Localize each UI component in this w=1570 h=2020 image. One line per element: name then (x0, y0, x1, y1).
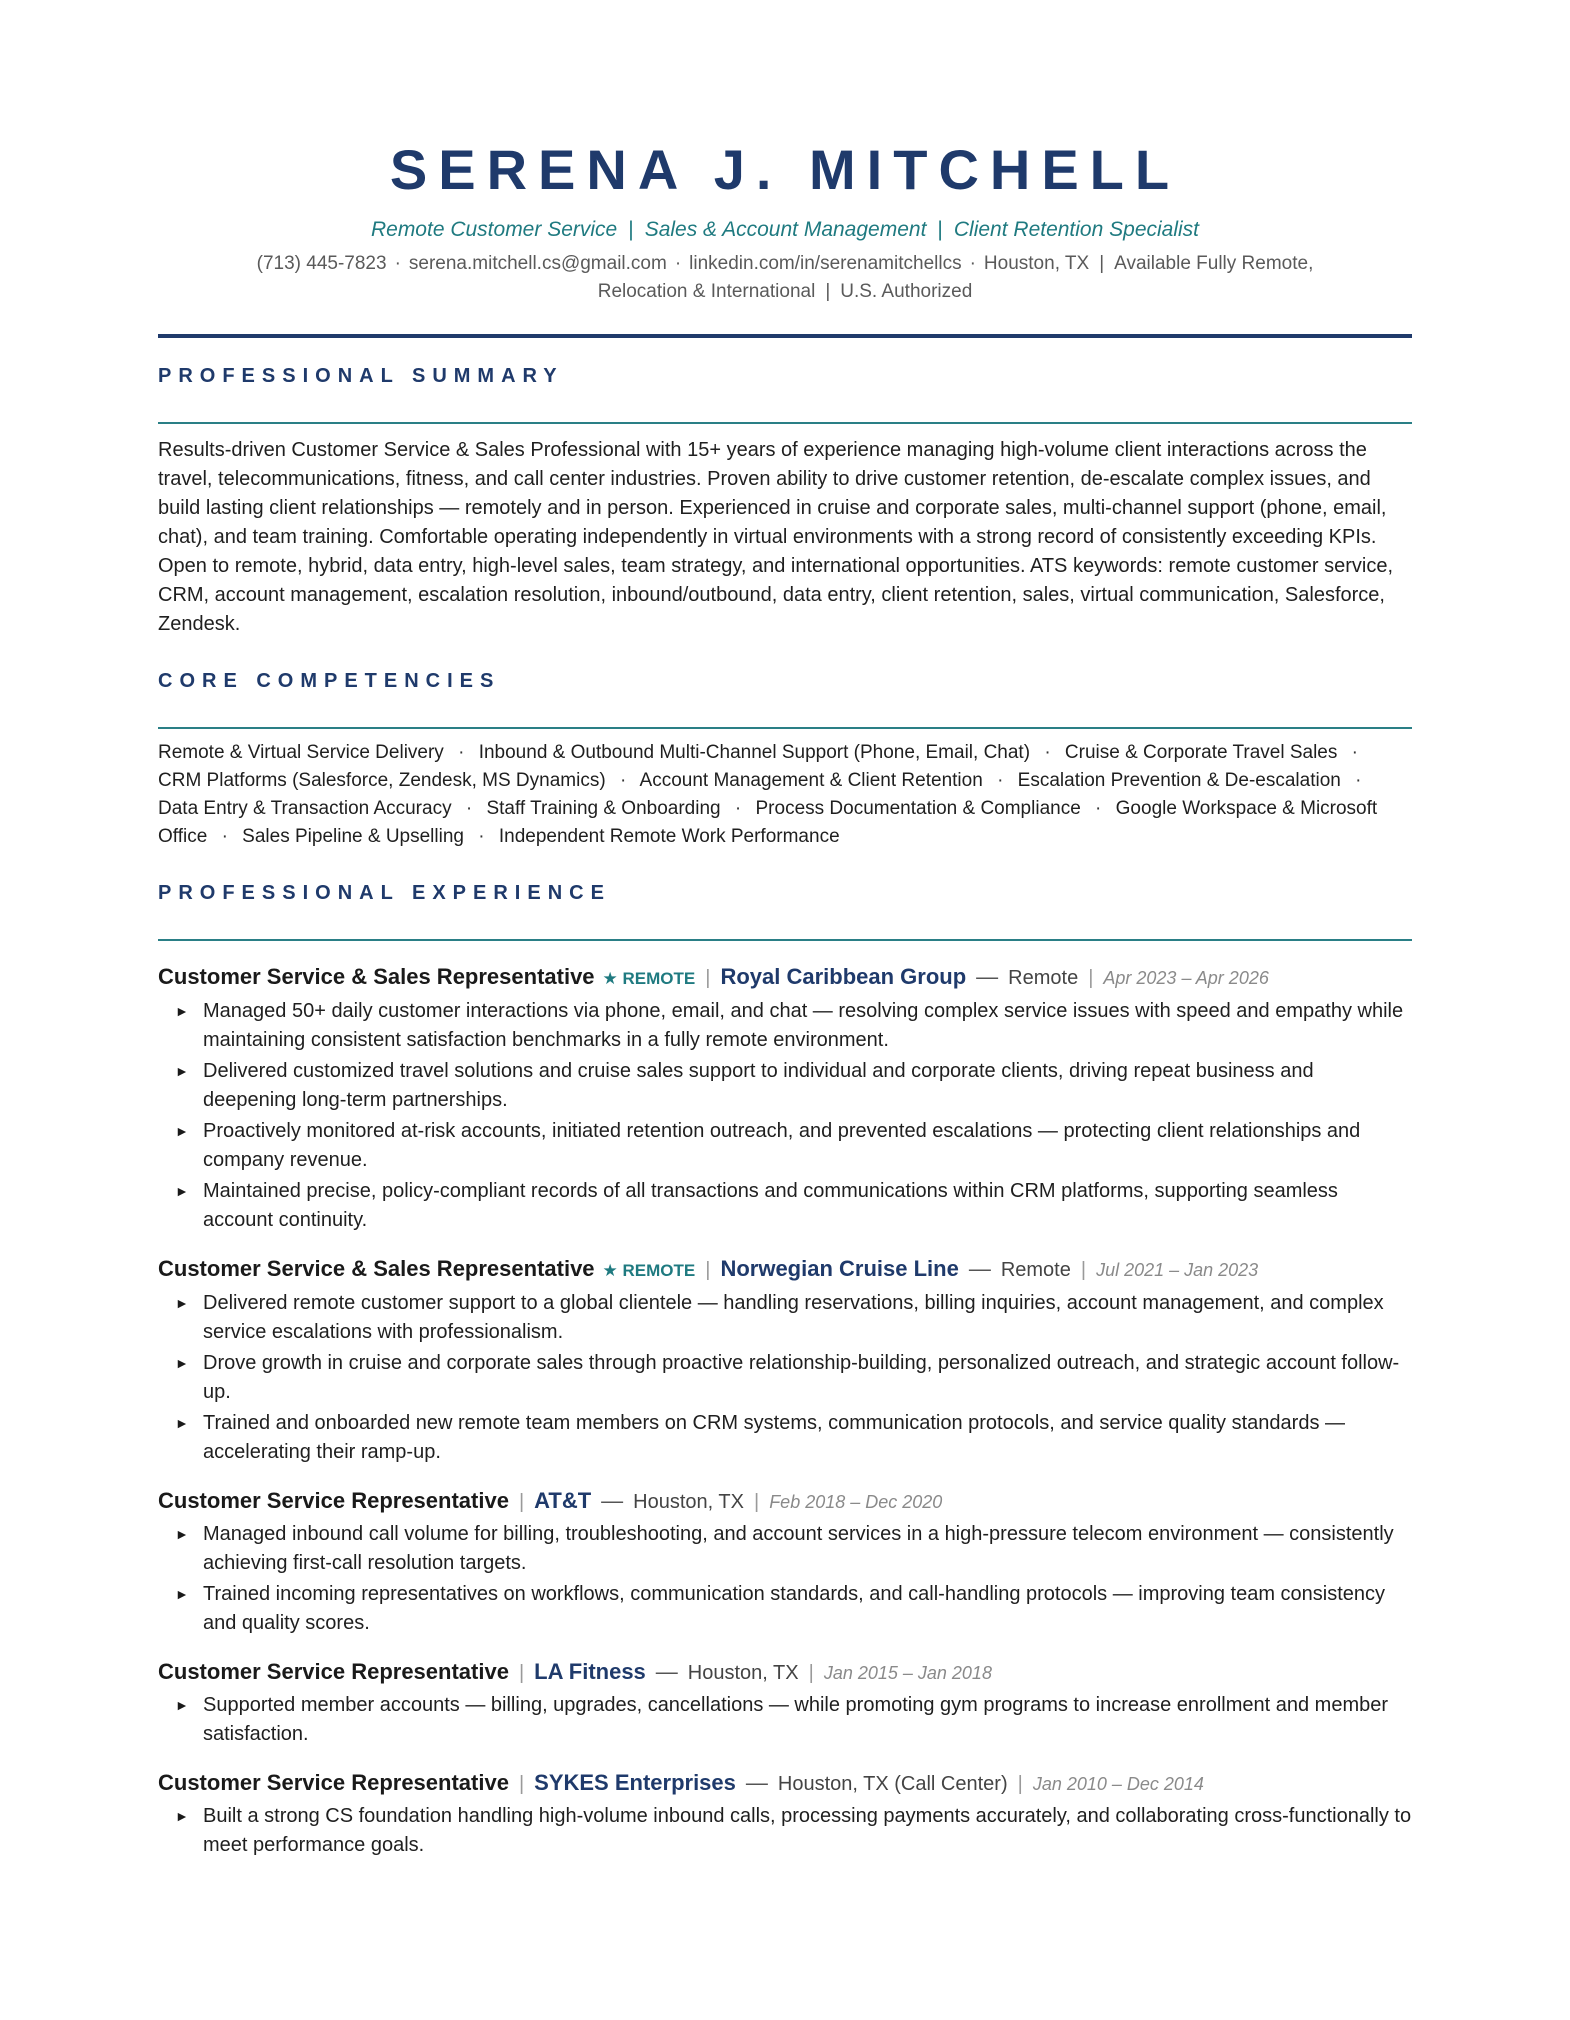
bullet-item (158, 1580, 1412, 1638)
bullet-item (158, 1409, 1412, 1467)
bullet-item (158, 1802, 1412, 1860)
arrow-bullet-icon: ► (175, 1063, 189, 1079)
competency-separator: · (734, 798, 742, 819)
bullet-item (158, 1177, 1412, 1235)
company-name: SYKES Enterprises (534, 1770, 736, 1795)
headline-title-1: Remote Customer Service (370, 218, 618, 241)
job-dash: — (601, 1488, 624, 1513)
job-separator: | (808, 1662, 814, 1684)
bullet-item (158, 1349, 1412, 1407)
section-divider (158, 727, 1412, 729)
competency-separator: · (1351, 742, 1358, 763)
job-entry (158, 1767, 1412, 1860)
bullet-item (158, 1289, 1412, 1347)
job-bullets (158, 1802, 1412, 1860)
job-entry (158, 1485, 1412, 1638)
competency-item: Account Management & Client Retention (639, 770, 983, 791)
competency-item: Cruise & Corporate Travel Sales (1064, 742, 1338, 763)
bullet-item (158, 1691, 1412, 1749)
arrow-bullet-icon: ► (175, 1003, 189, 1019)
job-dash: — (745, 1770, 768, 1795)
competency-separator: · (1095, 798, 1102, 819)
company-name: LA Fitness (534, 1659, 646, 1684)
contact-bar: | (825, 281, 831, 302)
job-dates: Jul 2021 – Jan 2023 (1096, 1260, 1259, 1280)
job-dates: Apr 2023 – Apr 2026 (1103, 968, 1269, 988)
contact-relocation: Relocation & International (597, 281, 816, 302)
arrow-bullet-icon: ► (175, 1808, 189, 1824)
arrow-bullet-icon: ► (175, 1526, 189, 1542)
bullet-item (158, 997, 1412, 1055)
bullet-text: Delivered customized travel solutions and cruise sales support to individual and corporate clients, driving repeat business and deepening long-term partnerships. (203, 1060, 1314, 1111)
competency-separator: · (465, 798, 473, 819)
bullet-text: Drove growth in cruise and corporate sales through proactive relationship-building, personalized outreach, and strategic account follow-up. (203, 1352, 1400, 1403)
job-header (158, 1656, 1412, 1689)
job-separator: | (518, 1491, 525, 1513)
competency-separator: · (1355, 770, 1362, 791)
contact-availability: Available Fully Remote, (1114, 253, 1314, 274)
job-bullets (158, 1289, 1412, 1467)
job-dash: — (968, 1256, 991, 1281)
job-header (158, 1767, 1412, 1800)
job-bullets (158, 997, 1412, 1235)
job-separator: | (1088, 967, 1094, 989)
competency-item: Escalation Prevention & De-escalation (1017, 770, 1341, 791)
job-dates: Feb 2018 – Dec 2020 (769, 1492, 943, 1512)
job-entry (158, 1253, 1412, 1467)
section-divider (158, 422, 1412, 424)
competency-separator: · (1044, 742, 1051, 763)
company-name: Norwegian Cruise Line (720, 1256, 959, 1281)
contact-dot: · (969, 253, 976, 274)
job-dash: — (976, 964, 999, 989)
bullet-text: Maintained precise, policy-compliant records of all transactions and communications within CRM platforms, supporting seamless account continuity. (203, 1180, 1338, 1231)
job-separator: | (705, 1259, 711, 1281)
job-location: Remote (1008, 967, 1079, 989)
competency-item: Process Documentation & Compliance (755, 798, 1081, 819)
competencies-list (158, 739, 1412, 851)
arrow-bullet-icon: ► (175, 1123, 189, 1139)
arrow-bullet-icon: ► (175, 1697, 189, 1713)
job-header (158, 1485, 1412, 1518)
contact-location: Houston, TX (983, 253, 1090, 274)
remote-badge: ★ REMOTE (602, 969, 696, 988)
arrow-bullet-icon: ► (175, 1295, 189, 1311)
bullet-text: Delivered remote customer support to a global clientele — handling reservations, billing inquiries, account management, and complex service escalations with professionalism. (203, 1292, 1384, 1343)
bullet-item (158, 1117, 1412, 1175)
section-heading-competencies: CORE COMPETENCIES (158, 670, 501, 692)
job-separator: | (518, 1662, 525, 1684)
contact-info (158, 250, 1412, 306)
headline-separator: | (628, 218, 634, 241)
job-title: Customer Service Representative (158, 1488, 509, 1513)
bullet-text: Built a strong CS foundation handling high-volume inbound calls, processing payments accurately, and collaborating cross-functionally to meet performance goals. (203, 1805, 1412, 1856)
job-title: Customer Service Representative (158, 1659, 509, 1684)
job-location: Houston, TX (687, 1662, 799, 1684)
job-dates: Jan 2015 – Jan 2018 (823, 1663, 992, 1683)
job-title: Customer Service Representative (158, 1770, 509, 1795)
job-entry (158, 961, 1412, 1235)
summary-text: Results-driven Customer Service & Sales Professional with 15+ years of experience managing high-volume client interactions across the travel, telecommunications, fitness, and call center industries. Proven ability to drive customer retention, de-escalate complex issues, and build lasting client relationships — remotely and in person. Experienced in cruise and corporate sales, multi-channel support (phone, email, chat), and team training. Comfortable operating independently in virtual environments with a strong record of consistently exceeding KPIs. Open to remote, hybrid, data entry, high-level sales, team strategy, and international opportunities. ATS keywords: remote customer service, CRM, account management, escalation resolution, inbound/outbound, data entry, client retention, sales, virtual communication, Salesforce, Zendesk. (158, 439, 1394, 635)
competency-separator: · (458, 742, 465, 763)
bullet-text: Trained and onboarded new remote team members on CRM systems, communication protocols, and service quality standards — accelerating their ramp-up. (203, 1412, 1346, 1463)
headline-title-2: Sales & Account Management (644, 218, 927, 241)
competency-item: Sales Pipeline & Upselling (242, 826, 464, 847)
job-separator: | (1080, 1259, 1087, 1281)
job-location: Remote (1000, 1259, 1071, 1281)
experience-list (158, 961, 1412, 1860)
contact-phone: (713) 445-7823 (256, 253, 387, 274)
headline-title-3: Client Retention Specialist (953, 218, 1200, 241)
job-location: Houston, TX (633, 1491, 744, 1513)
competency-item: Data Entry & Transaction Accuracy (158, 798, 452, 819)
header-divider (158, 334, 1412, 338)
job-bullets (158, 1520, 1412, 1638)
section-divider (158, 939, 1412, 941)
bullet-text: Managed 50+ daily customer interactions via phone, email, and chat — resolving complex service issues with speed and empathy while maintaining consistent satisfaction benchmarks in a fully remote environment. (203, 1000, 1404, 1051)
job-location: Houston, TX (Call Center) (777, 1773, 1008, 1795)
remote-badge: ★ REMOTE (602, 1261, 696, 1280)
headline-titles (158, 216, 1412, 244)
contact-linkedin: linkedin.com/in/serenamitchellcs (689, 253, 962, 274)
competency-separator: · (221, 826, 228, 847)
bullet-text: Proactively monitored at-risk accounts, initiated retention outreach, and prevented escalations — protecting client relationships and company revenue. (203, 1120, 1361, 1171)
contact-authorization: U.S. Authorized (840, 281, 973, 302)
arrow-bullet-icon: ► (175, 1355, 189, 1371)
bullet-text: Managed inbound call volume for billing, troubleshooting, and account services in a high-pressure telecom environment — consistently achieving first-call resolution targets. (203, 1523, 1394, 1574)
candidate-name: SERENA J. MITCHELL (389, 138, 1181, 201)
job-header (158, 961, 1412, 995)
competency-item: Independent Remote Work Performance (498, 826, 840, 847)
job-title: Customer Service & Sales Representative (158, 1256, 595, 1281)
arrow-bullet-icon: ► (175, 1586, 189, 1602)
competency-separator: · (478, 826, 485, 847)
contact-dot: · (394, 253, 401, 274)
job-separator: | (705, 967, 711, 989)
job-separator: | (1017, 1773, 1023, 1795)
job-bullets (158, 1691, 1412, 1749)
company-name: Royal Caribbean Group (720, 964, 967, 989)
contact-bar: | (1099, 253, 1105, 274)
section-heading-experience: PROFESSIONAL EXPERIENCE (158, 882, 611, 904)
headline-separator: | (937, 218, 943, 241)
company-name: AT&T (534, 1488, 592, 1513)
contact-dot: · (674, 253, 682, 274)
contact-email: serena.mitchell.cs@gmail.com (408, 253, 667, 274)
job-separator: | (518, 1773, 525, 1795)
competency-separator: · (619, 770, 627, 791)
job-entry (158, 1656, 1412, 1749)
job-dash: — (655, 1659, 678, 1684)
section-heading-summary: PROFESSIONAL SUMMARY (158, 365, 564, 387)
job-title: Customer Service & Sales Representative (158, 964, 595, 989)
bullet-text: Trained incoming representatives on workflows, communication standards, and call-handling protocols — improving team consistency and quality scores. (203, 1583, 1386, 1634)
job-header (158, 1253, 1412, 1287)
bullet-item (158, 1520, 1412, 1578)
competency-item: Staff Training & Onboarding (486, 798, 721, 819)
arrow-bullet-icon: ► (175, 1415, 189, 1431)
job-dates: Jan 2010 – Dec 2014 (1032, 1774, 1204, 1794)
competency-item: Inbound & Outbound Multi-Channel Support (Phone, Email, Chat) (478, 742, 1031, 763)
competency-item: CRM Platforms (Salesforce, Zendesk, MS Dynamics) (158, 770, 606, 791)
arrow-bullet-icon: ► (175, 1183, 189, 1199)
competency-separator: · (997, 770, 1004, 791)
competency-item: Remote & Virtual Service Delivery (158, 742, 444, 763)
competency-item: Google Workspace & Microsoft Office (158, 798, 1378, 847)
bullet-text: Supported member accounts — billing, upgrades, cancellations — while promoting gym programs to increase enrollment and member satisfaction. (203, 1694, 1389, 1745)
job-separator: | (753, 1491, 760, 1513)
bullet-item (158, 1057, 1412, 1115)
